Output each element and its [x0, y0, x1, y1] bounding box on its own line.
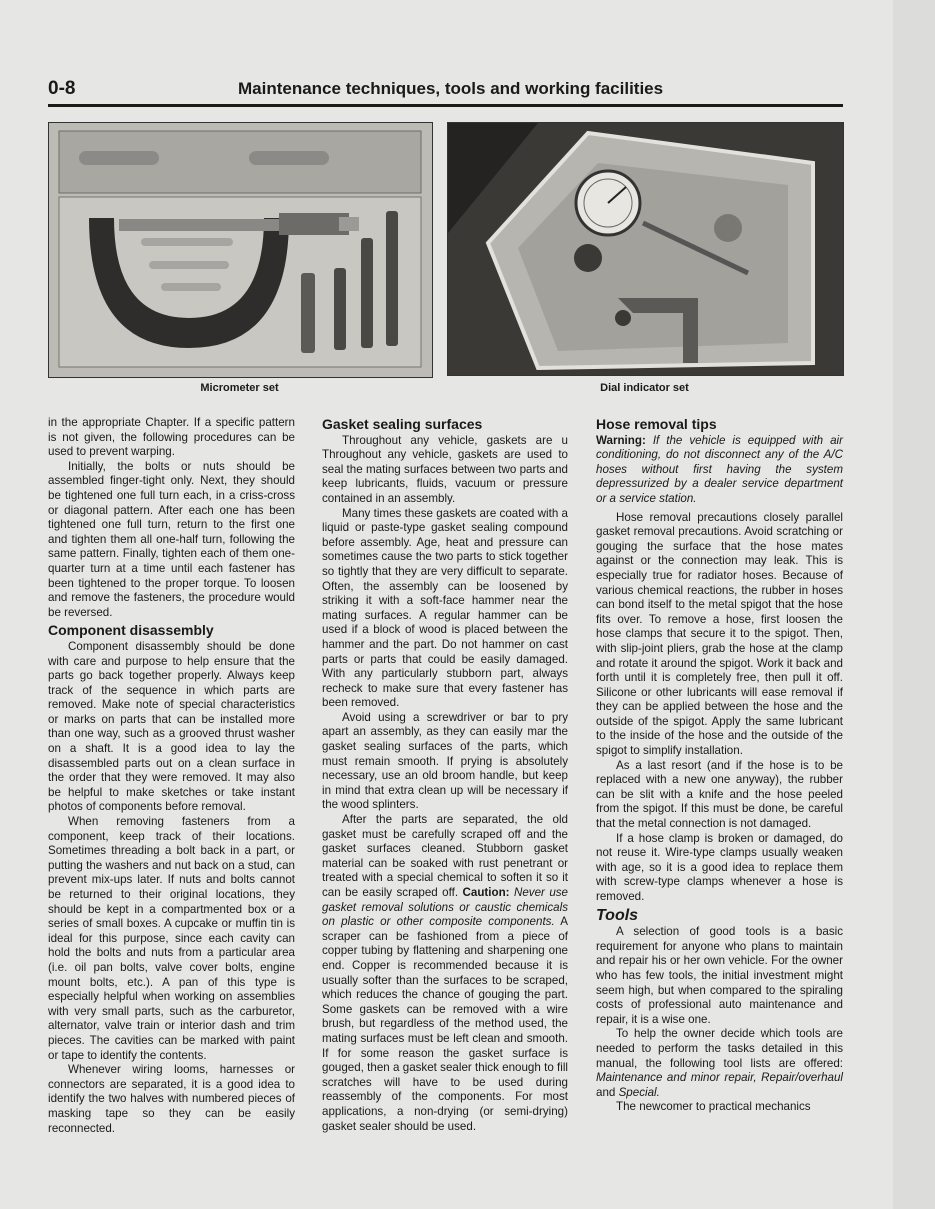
- tool-list-special: Special.: [618, 1085, 660, 1099]
- column-3: [596, 416, 843, 1115]
- paragraph: Whenever wiring looms, harnesses or connectors are separated, it is a good idea to identify the two halves with numbered pieces of masking tape so they can be easily reconnected.: [48, 1063, 295, 1135]
- caution-text: Never use gasket removal solutions or caustic chemicals on plastic or other composite components.: [322, 886, 569, 929]
- section-heading-gasket-sealing: Gasket sealing surfaces: [322, 416, 483, 432]
- dial-indicator-set-photo: [447, 122, 844, 376]
- paragraph: Throughout any vehicle, gaskets are u Throughout any vehicle, gaskets are used to seal the mating surfaces between two parts and keep lubricants, fluids, vacuum or pressure contained in an assembly.: [322, 433, 568, 505]
- paragraph: [322, 813, 568, 1134]
- paragraph: in the appropriate Chapter. If a specific pattern is not given, the following procedures can be used to prevent warping.: [48, 416, 295, 459]
- page-edge-shadow: [893, 0, 935, 1209]
- section-heading-hose-removal: Hose removal tips: [596, 416, 717, 432]
- micrometer-set-photo: [48, 122, 433, 378]
- micrometer-caption: Micrometer set: [200, 382, 279, 394]
- list-conjunction: and: [596, 1085, 616, 1099]
- warning-text: If the vehicle is equipped with air conditioning, do not disconnect any of the A/C hoses without first having the system depressurized by a dealer service department or a service station.: [596, 433, 843, 505]
- dial-indicator-caption: Dial indicator set: [600, 382, 689, 394]
- column-2: [322, 416, 568, 1134]
- paragraph-text: To help the owner decide which tools are needed to perform the tasks detailed in this manual, the following tool lists are offered:: [596, 1027, 843, 1070]
- warning-paragraph: [596, 434, 843, 507]
- tool-list-maintenance: Maintenance and minor repair,: [596, 1071, 757, 1085]
- paragraph: A selection of good tools is a basic requirement for anyone who plans to maintain and repair his or her own vehicle. For the owner who has few tools, the initial investment might seem high, but when compared to the spiraling costs of professional auto maintenance and repair, it is a wise one.: [596, 925, 843, 1026]
- paragraph: The newcomer to practical mechanics: [616, 1100, 811, 1114]
- paragraph: Initially, the bolts or nuts should be assembled finger-tight only. Next, they should be tightened one full turn each, in a criss-cross or diagonal pattern. After each one has been tightened one full turn, return to the first one and tighten them all one-half turn, following the same pattern. Finally, tighten each of them one-quarter turn at a time until each fastener has been tightened to the proper torque. To loosen and remove the fasteners, the procedure would be reversed.: [48, 459, 295, 619]
- paragraph: [596, 1027, 843, 1100]
- column-1: [48, 416, 295, 1136]
- page-number: 0-8: [48, 78, 76, 99]
- paragraph: Component disassembly should be done with care and purpose to help ensure that the parts go back together properly. Always keep track of the sequence in which parts are removed. Make note of special characteristics or marks on parts that can be installed more than one way, such as a grooved thrust washer on a shaft. It is a good idea to lay the disassembled parts out on a clean surface in the order that they were removed. It may also be helpful to make sketches or take instant photos of components before removal.: [48, 639, 295, 814]
- section-heading-component-disassembly: Component disassembly: [48, 622, 214, 639]
- paragraph: Many times these gaskets are coated with a liquid or paste-type gasket sealing compound before assembly. Age, heat and pressure can sometimes cause the two parts to stick together so tightly that they are very difficult to separate. Often, the assembly can be loosened by striking it with a soft-face hammer near the mating surfaces. A regular hammer can be used if a block of wood is placed between the hammer and the part. Do not hammer on cast parts or parts that could be easily damaged. With any particularly stubborn part, always recheck to make sure that every fastener has been removed.: [322, 506, 568, 710]
- paragraph-text: A scraper can be fashioned from a piece of copper tubing by flattening and sharpening one end. Copper is recommended because it is usually softer than the surfaces to be scraped, which reduces the chance of gouging the part. Some gaskets can be removed with a wire brush, but regardless of the method used, the mating surfaces must be left clean and smooth. If for some reason the gasket surface is gouged, then a gasket sealer thick enough to fill scratches will have to be used during reassembly of the components. For most applications, a non-drying (or semi-drying) gasket sealer should be used.: [322, 915, 568, 1133]
- paragraph: Avoid using a screwdriver or bar to pry apart an assembly, as they can easily mar the gasket sealing surfaces of the parts, which must remain smooth. If prying is absolutely necessary, use an old broom handle, but keep in mind that extra clean up will be necessary if the wood splinters.: [322, 710, 568, 812]
- paragraph: As a last resort (and if the hose is to be replaced with a new one anyway), the rubber can be slit with a knife and the hose peeled from the spigot. If this must be done, be careful that the metal connection is not damaged.: [596, 758, 843, 831]
- caution-label: Caution:: [462, 886, 510, 899]
- page-title: Maintenance techniques, tools and working facilities: [238, 79, 664, 98]
- paragraph: If a hose clamp is broken or damaged, do not reuse it. Wire-type clamps usually weaken with age, so it is a good idea to replace them with screw-type clamps whenever a hose is removed.: [596, 831, 843, 903]
- paragraph-text: After the parts are separated, the old gasket must be carefully scraped off and the gasket surfaces cleaned. Stubborn gasket material can be soaked with rust penetrant or treated with a special chemical to soften it so it can be easily scraped off.: [322, 813, 568, 899]
- tool-list-repair-overhaul: Repair/overhaul: [761, 1071, 843, 1085]
- paragraph: When removing fasteners from a component, keep track of their locations. Sometimes threading a bolt back in a part, or putting the washers and nut back on a stud, can prevent mix-ups later. If nuts and bolts cannot be returned to their original locations, they should be kept in a compartmented box or a series of small boxes. A cupcake or muffin tin is ideal for this purpose, since each cavity can hold the bolts and nuts from a particular area (i.e. oil pan bolts, valve cover bolts, engine mount bolts, etc.). A pan of this type is especially helpful when working on assemblies with very small parts, such as the carburetor, alternator, valve train or interior dash and trim pieces. The cavities can be marked with paint or tape to identify the contents.: [48, 815, 295, 1062]
- page-header: [48, 78, 843, 104]
- section-heading-tools: Tools: [596, 906, 639, 924]
- warning-label: Warning:: [596, 433, 646, 447]
- paragraph: Hose removal precautions closely parallel gasket removal precautions. Avoid scratching or gouging the surface that the hose mates against or the connection may leak. This is especially true for radiator hoses. Because of various chemical reactions, the rubber in hoses can bond itself to the metal spigot that the hose fits over. To remove a hose, first loosen the hose clamps that secure it to the spigot. Then, with slip-joint pliers, grab the hose at the clamp and rotate it around the spigot. Work it back and forth until it is completely free, then pull it off. Silicone or other lubricants will ease removal if they can be applied between the hose and the outside of the spigot. Apply the same lubricant to the inside of the hose and the outside of the spigot to simplify installation.: [596, 510, 843, 758]
- header-rule: [48, 104, 843, 107]
